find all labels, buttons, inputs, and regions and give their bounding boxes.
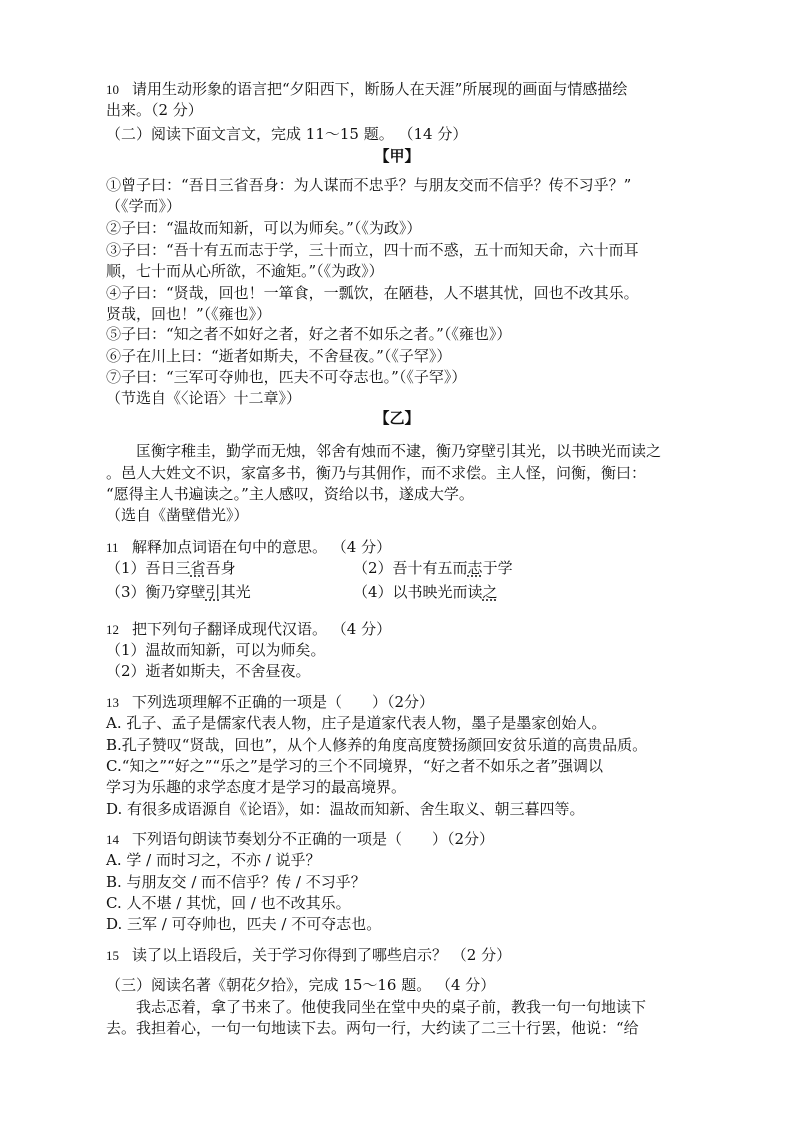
section2-heading: （二）阅读下面文言文，完成 11～15 题。 （14 分） xyxy=(106,125,468,143)
q12-item: （1）温故而知新，可以为师矣。 xyxy=(106,641,326,659)
q14-option: D. 三军 / 可夺帅也，匹夫 / 不可夺志也。 xyxy=(106,915,382,933)
jia-line: ②子曰：“温故而知新，可以为师矣。”（《为政》） xyxy=(106,219,422,237)
yi-title: 【乙】 xyxy=(374,409,420,427)
q12-prompt: 12 把下列句子翻译成现代汉语。 （4 分） xyxy=(106,620,392,638)
q11-row-2 xyxy=(106,582,666,603)
yi-line-1: 匡衡字稚圭，勤学而无烛，邻舍有烛而不逮，衡乃穿壁引其光，以书映光而读之 xyxy=(136,442,662,460)
jia-line: ④子曰：“贤哉，回也！一箪食，一瓢饮，在陋巷，人不堪其忧，回也不改其乐。 xyxy=(106,284,639,302)
q11-item: （3）衡乃穿壁引其光 xyxy=(106,583,251,601)
yi-line-2: 。邑人大姓文不识，家富多书，衡乃与其佣作，而不求偿。主人怪，问衡，衡曰： xyxy=(106,464,647,482)
jia-line: ⑤子曰：“知之者不如好之者，好之者不如乐之者。”（《雍也》） xyxy=(106,325,512,343)
jia-line: （《学而》） xyxy=(106,197,182,215)
q14-prompt: 14 下列语句朗读节奏划分不正确的一项是（ ）（2分） xyxy=(106,830,495,848)
section3-heading: （三）阅读名著《朝花夕拾》，完成 15～16 题。 （4 分） xyxy=(106,976,496,994)
q11-row-1 xyxy=(106,558,666,579)
jia-line: ①曾子曰：“吾日三省吾身：为人谋而不忠乎？与朋友交而不信乎？传不习乎？” xyxy=(106,176,632,194)
jia-line: 顺，七十而从心所欲，不逾矩。”（《为政》） xyxy=(106,262,384,280)
q14-option: B. 与朋友交 / 而不信乎？传 / 不习乎？ xyxy=(106,873,366,891)
q13-option: B.孔子赞叹“贤哉，回也”，从个人修养的角度高度赞扬颜回安贫乐道的高贵品质。 xyxy=(106,736,648,754)
q11-item: （1）吾日三省吾身 xyxy=(106,559,236,577)
q15-number: 15 xyxy=(106,948,119,963)
q13-option: 学习为乐趣的求学态度才是学习的最高境界。 xyxy=(106,778,407,796)
jia-source: （节选自《〈论语〉十二章》） xyxy=(106,389,302,407)
q13-option: C.“知之”“好之”“乐之”是学习的三个不同境界，“好之者不如乐之者”强调以 xyxy=(106,757,604,775)
q11-item: （2）吾十有五而志于学 xyxy=(353,559,513,577)
q11-prompt: 11 解释加点词语在句中的意思。 （4 分） xyxy=(106,538,392,556)
section3-line-2: 去。我担着心，一句一句地读下去。两句一行，大约读了二三十行罢，他说：“给 xyxy=(106,1019,639,1037)
q12-number: 12 xyxy=(106,622,119,637)
q15-prompt: 15 读了以上语段后，关于学习你得到了哪些启示？ （2 分） xyxy=(106,946,512,964)
section3-line-1: 我忐忑着，拿了书来了。他使我同坐在堂中央的桌子前，教我一句一句地读下 xyxy=(136,998,647,1016)
q12-item: （2）逝者如斯夫，不舍昼夜。 xyxy=(106,662,311,680)
q13-option: D. 有很多成语源自《论语》，如：温故而知新、舍生取义、朝三暮四等。 xyxy=(106,800,585,818)
q13-prompt: 13 下列选项理解不正确的一项是（ ）（2分） xyxy=(106,693,435,711)
jia-line: ⑥子在川上曰：“逝者如斯夫，不舍昼夜。”（《子罕》） xyxy=(106,347,452,365)
q14-option: A. 学 / 而时习之，不亦 / 说乎？ xyxy=(106,851,321,869)
q10-number: 10 xyxy=(106,82,119,97)
q11-number: 11 xyxy=(106,540,119,555)
q14-number: 14 xyxy=(106,832,119,847)
q13-option: A. 孔子、孟子是儒家代表人物，庄子是道家代表人物，墨子是墨家创始人。 xyxy=(106,714,607,732)
jia-line: ⑦子曰：“三军可夺帅也，匹夫不可夺志也。”（《子罕》） xyxy=(106,368,467,386)
jia-title: 【甲】 xyxy=(374,147,420,165)
yi-source: （选自《凿壁借光》） xyxy=(106,506,249,524)
q14-option: C. 人不堪 / 其忧，回 / 也不改其乐。 xyxy=(106,894,351,912)
yi-line-3: “愿得主人书遍读之。”主人感叹，资给以书，遂成大学。 xyxy=(106,485,474,503)
q13-number: 13 xyxy=(106,695,119,710)
jia-line: ③子曰：“吾十有五而志于学，三十而立，四十而不惑，五十而知天命，六十而耳 xyxy=(106,241,639,259)
q10-line-2: 出来。（2 分） xyxy=(106,101,203,119)
jia-line: 贤哉，回也！”（《雍也》） xyxy=(106,305,272,323)
q11-item: （4）以书映光而读之 xyxy=(353,583,498,601)
q10-line-1: 10 请用生动形象的语言把“夕阳西下，断肠人在天涯”所展现的画面与情感描绘 xyxy=(106,80,628,98)
